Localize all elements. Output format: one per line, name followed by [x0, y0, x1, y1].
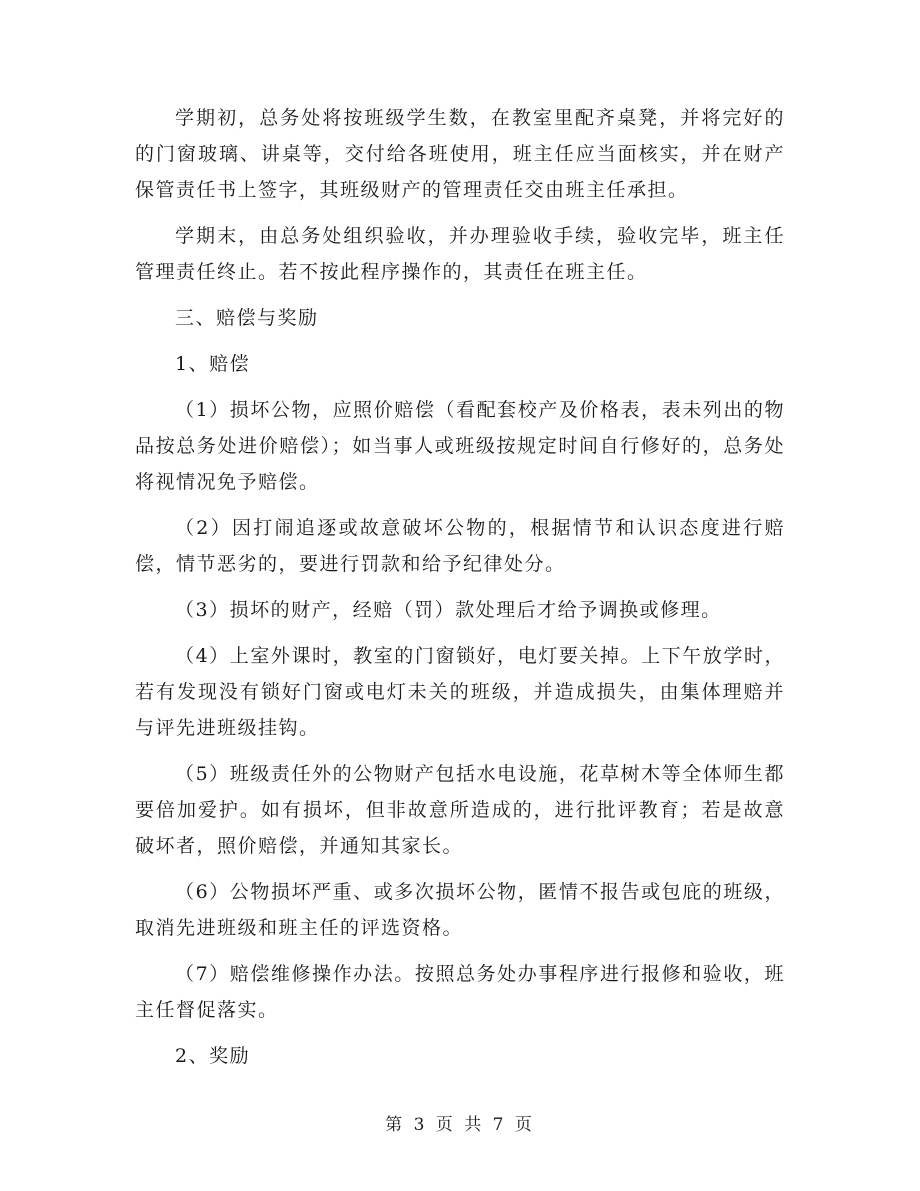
paragraph-item-3: （3）损坏的财产，经赔（罚）款处理后才给予调换或修理。 — [175, 599, 722, 621]
page-number-footer: 第 3 页 共 7 页 — [385, 1115, 535, 1135]
paragraph-item-2: （2）因打闹追逐或故意破坏公物的，根据情节和认识态度进行赔偿，情节恶劣的，要进行罚款和给予纪律处分。 — [135, 517, 785, 575]
paragraph-semester-start: 学期初，总务处将按班级学生数，在教室里配齐桌凳，并将完好的的门窗玻璃、讲桌等，交付给各班使用，班主任应当面核实，并在财产保管责任书上签字，其班级财产的管理责任交由班主任承担。 — [135, 107, 785, 201]
subheading-compensation: 1、赔偿 — [175, 353, 251, 375]
paragraph-item-7: （7）赔偿维修操作办法。按照总务处办事程序进行报修和验收，班主任督促落实。 — [135, 963, 785, 1021]
paragraph-semester-end: 学期末，由总务处组织验收，并办理验收手续，验收完毕，班主任管理责任终止。若不按此程序操作的，其责任在班主任。 — [135, 225, 785, 283]
paragraph-item-5: （5）班级责任外的公物财产包括水电设施，花草树木等全体师生都要倍加爱护。如有损坏，但非故意所造成的，进行批评教育；若是故意破坏者，照价赔偿，并通知其家长。 — [135, 763, 785, 857]
subheading-reward: 2、奖励 — [175, 1045, 251, 1067]
section-heading-compensation-reward: 三、赔偿与奖励 — [175, 307, 319, 329]
paragraph-item-4: （4）上室外课时，教室的门窗锁好，电灯要关掉。上下午放学时，若有发现没有锁好门窗或电灯未关的班级，并造成损失，由集体理赔并与评先进班级挂钩。 — [135, 645, 785, 739]
document-body — [135, 100, 785, 1084]
paragraph-item-1: （1）损坏公物，应照价赔偿（看配套校产及价格表，表未列出的物品按总务处进价赔偿）；如当事人或班级按规定时间自行修好的，总务处将视情况免予赔偿。 — [135, 399, 785, 493]
paragraph-item-6: （6）公物损坏严重、或多次损坏公物，匿情不报告或包庇的班级，取消先进班级和班主任的评选资格。 — [135, 881, 785, 939]
